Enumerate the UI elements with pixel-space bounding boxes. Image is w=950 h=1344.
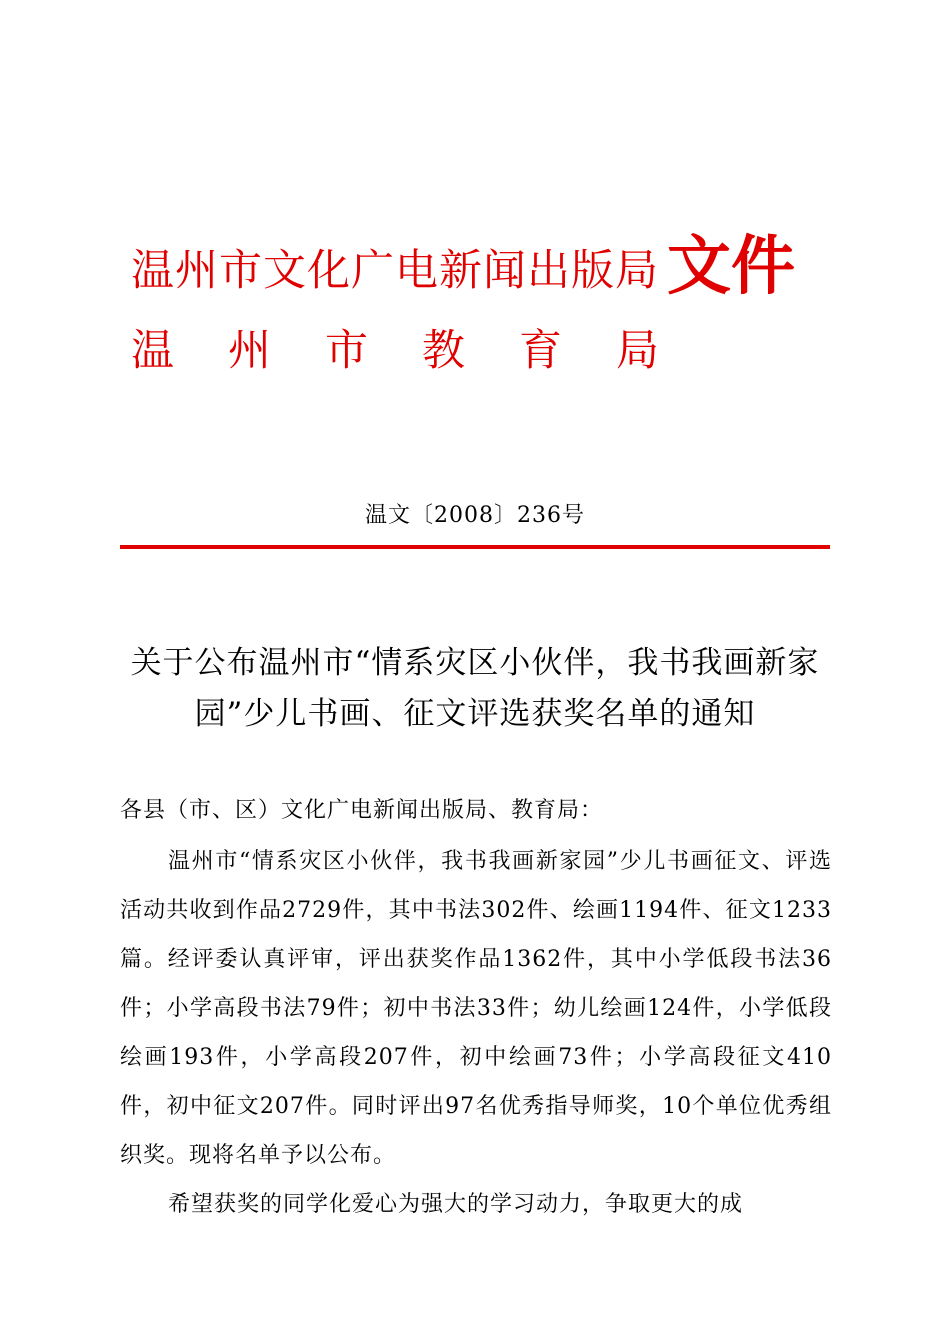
header-org-line-1 (131, 212, 795, 304)
body-paragraph: 希望获奖的同学化爱心为强大的学习动力，争取更大的成 (168, 1192, 744, 1217)
body-paragraph: 温州市“情系灾区小伙伴，我书我画新家园”少儿书画征文、评选活动共收到作品2729件，其中书法302件、绘画1194件、征文1233篇。经评委认真评审，评出获奖作品1362件，其中小学低段书法36件；小学高段书法79件；初中书法33件；幼儿绘画124件，小学低段绘画193件，小学高段207件，初中绘画73件；小学高段征文410件，初中征文207件。同时评出97名优秀指导师奖，10个单位优秀组织奖。现将名单予以公布。 (120, 849, 832, 1168)
notice-title: 关于公布温州市“情系灾区小伙伴，我书我画新家园”少儿书画、征文评选获奖名单的通知 (130, 645, 820, 732)
salutation: 各县（市、区）文化广电新闻出版局、教育局： (120, 798, 604, 823)
document-number: 温文〔2008〕236号 (365, 503, 585, 528)
red-divider-line (120, 545, 830, 549)
document-label: 文件 (667, 230, 795, 304)
issuing-org-culture-bureau: 温州市文化广电新闻出版局 (131, 246, 659, 296)
issuing-org-education-bureau: 温州市教育局 (131, 326, 713, 376)
